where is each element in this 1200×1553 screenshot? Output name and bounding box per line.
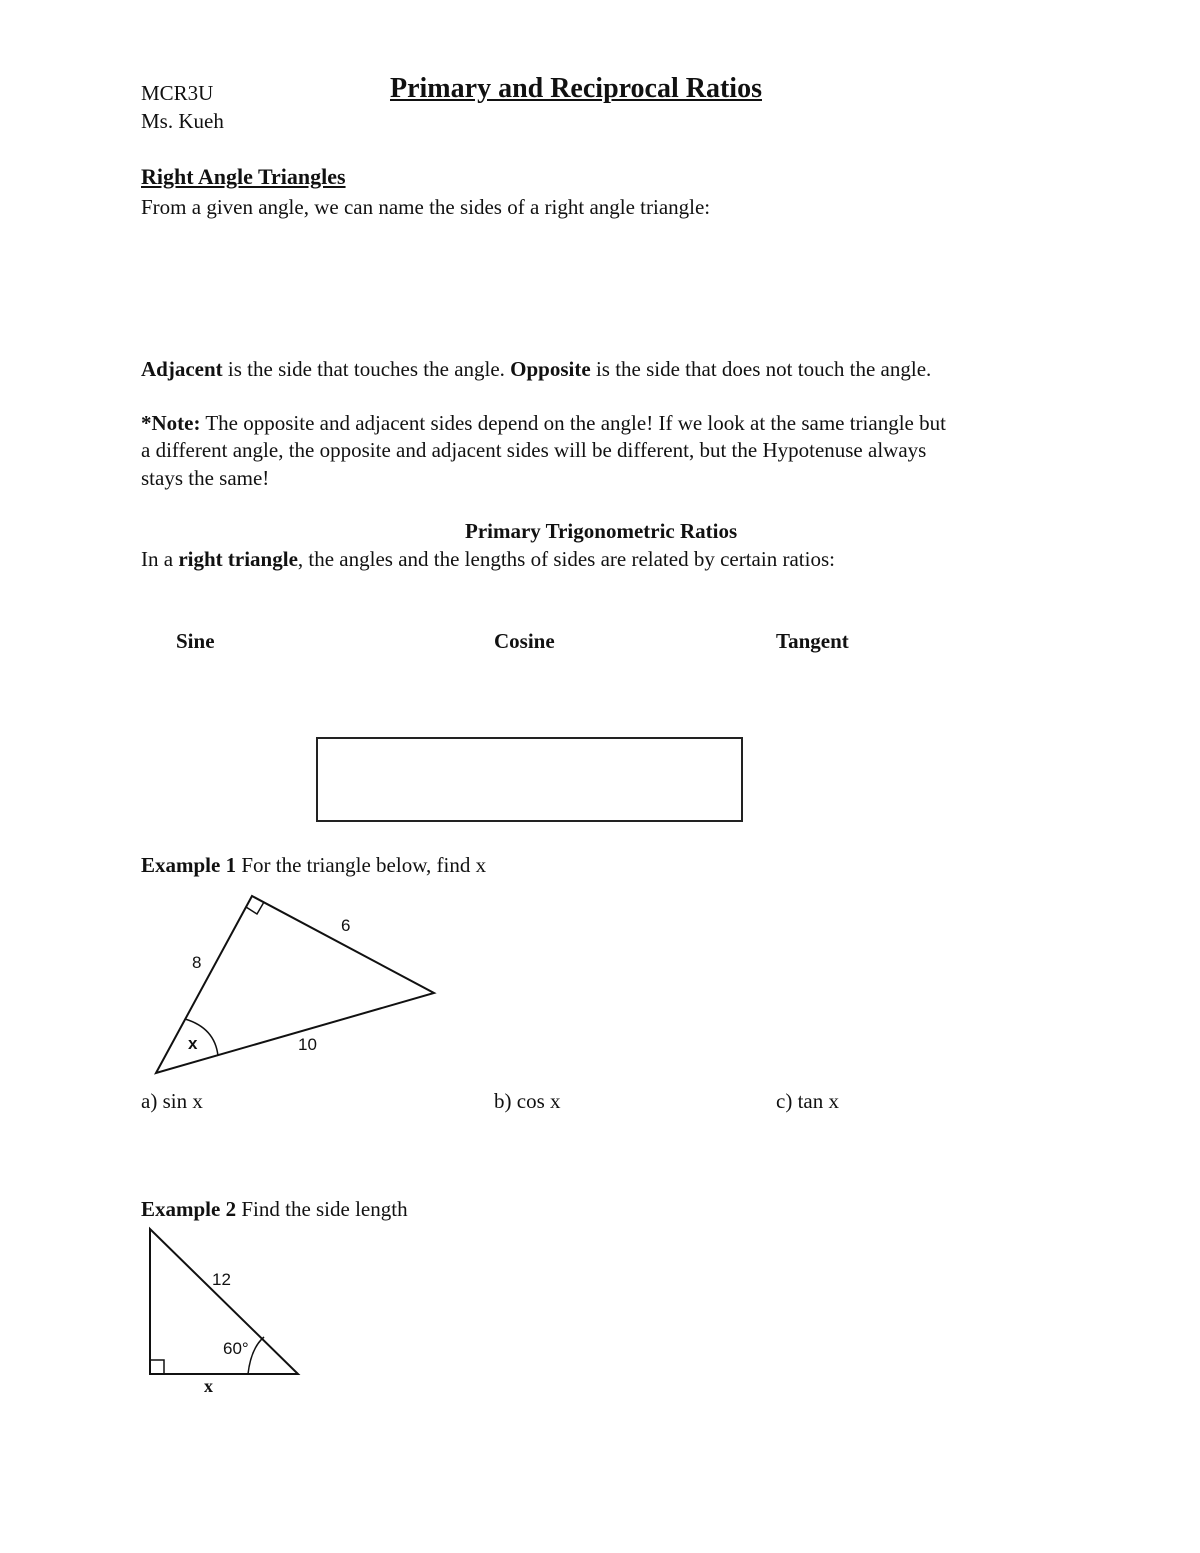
adjacent-text: is the side that touches the angle. [222,357,511,381]
note-text-1: The opposite and adjacent sides depend on the angle! If we look at the same triangle but [200,411,946,435]
section-heading-primary-ratios: Primary Trigonometric Ratios [465,519,738,543]
course-code: MCR3U [141,81,214,105]
example-1-triangle [156,896,434,1073]
side-label-6: 6 [341,916,351,935]
page-title: Primary and Reciprocal Ratios [390,73,762,104]
teacher-name: Ms. Kueh [141,109,224,133]
note-label: *Note: [141,411,201,435]
part-c-tan-x: c) tan x [776,1089,839,1113]
side-label-8: 8 [192,953,202,972]
opposite-term: Opposite [510,357,591,381]
opposite-text: is the side that does not touch the angle. [590,357,932,381]
note-line-2: a different angle, the opposite and adjacent sides will be different, but the Hypotenuse always [141,438,927,462]
adjacent-term: Adjacent [141,357,223,381]
part-a-sin-x: a) sin x [141,1089,203,1113]
right-angle-marker-2 [150,1360,164,1374]
ratio-sine: Sine [176,629,215,653]
ratio-cosine: Cosine [494,629,555,653]
hypotenuse-label-12: 12 [212,1270,231,1289]
example-1-label: Example 1 [141,853,237,877]
intro-part-a: In a [141,547,179,571]
intro-part-b: , the angles and the lengths of sides are related by certain ratios: [297,547,835,571]
example-2-text: Find the side length [236,1197,408,1221]
example-2-label: Example 2 [141,1197,237,1221]
ratio-tangent: Tangent [776,629,849,653]
side-label-x: x [204,1376,213,1396]
intro-bold: right triangle [178,547,298,571]
part-b-cos-x: b) cos x [494,1089,561,1113]
example-2-prompt [141,1196,408,1222]
angle-label-x: x [188,1034,198,1053]
note-line-3: stays the same! [141,466,270,490]
angle-label-60: 60° [223,1339,249,1358]
example-1-text: For the triangle below, find x [236,853,487,877]
side-label-10: 10 [298,1035,317,1054]
angle-arc-60 [248,1337,264,1374]
section-intro: From a given angle, we can name the sides of a right angle triangle: [141,195,711,219]
section-heading-right-angle-triangles: Right Angle Triangles [141,164,346,189]
